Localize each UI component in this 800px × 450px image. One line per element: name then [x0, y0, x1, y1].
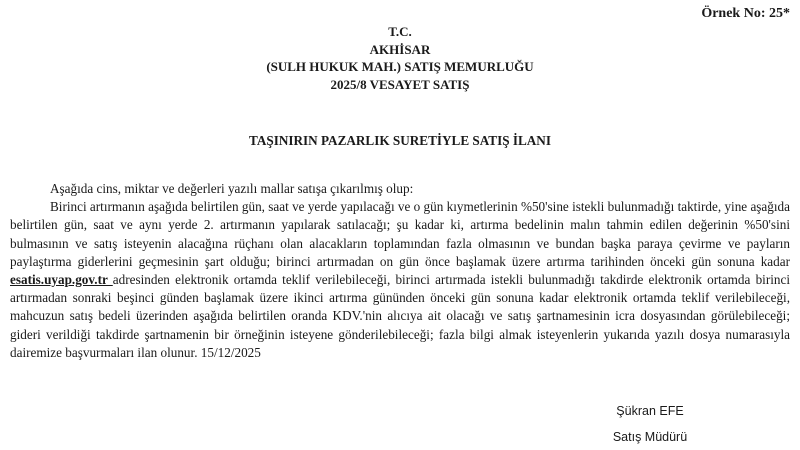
main-paragraph-part2: adresinden elektronik ortamda teklif verilebileceği, birinci artırmada istekli bulunmadığı takdirde elektronik ortamda birinci artırmadan sonraki beşinci günden başlamak üzere ikinci artırma gününden önceki gün sonuna kadar elektronik ortamda teklif verilebileceği, mahcuzun satış bedeli üzerinden aşağıda belirtilen oranda KDV.'nin alıcıya ait olacağı ve satış şartnamesinin icra dosyasından görülebileceği; gideri verildiği takdirde şartnamenin bir örneğinin isteyene gönderilebileceği; fazla bilgi almak isteyenlerin yukarıda yazılı dosya numarasıyla dairemize başvurmaları ilan olunur. 15/12/2025 [10, 272, 790, 360]
signature-block [600, 398, 700, 450]
announcement-body [10, 180, 790, 362]
signatory-name: Şükran EFE [616, 404, 684, 418]
esatis-link[interactable]: esatis.uyap.gov.tr [10, 272, 113, 288]
sample-number: Örnek No: 25* [701, 6, 790, 21]
header-line-file-number: 2025/8 VESAYET SATIŞ [330, 76, 470, 92]
signatory-title: Satış Müdürü [612, 430, 688, 444]
header-line-office: (SULH HUKUK MAH.) SATIŞ MEMURLUĞU [266, 59, 534, 74]
main-paragraph [10, 198, 790, 362]
announcement-title: TAŞINIRIN PAZARLIK SURETİYLE SATIŞ İLANI [249, 133, 551, 148]
header-line-tc: T.C. [388, 24, 412, 39]
main-paragraph-part1: Birinci artırmanın aşağıda belirtilen gün, saat ve yerde yapılacağı ve o gün kıymetlerinin %50'sine istekli bulunmadığı taktirde, yine aşağıda belirtilen gün, saat ve aynı yerde 2. artırmanın yapılarak satılacağı; şu kadar ki, artırma bedelinin malın tahmin edilen değerinin %50'sini bulmasının ve satış isteyenin alacağına rüçhanı olan alacakların toplamından fazla olmasının ve bundan başka paraya çevirme ve payların paylaştırma giderlerini geçmesinin şart olduğu; birinci artırmadan on gün önce başlamak üzere artırma tarihinden önceki gün sonuna kadar [10, 199, 790, 269]
header-line-city: AKHİSAR [369, 41, 431, 57]
document-header [0, 23, 800, 93]
intro-paragraph: Aşağıda cins, miktar ve değerleri yazılı mallar satışa çıkarılmış olup: [50, 181, 414, 196]
